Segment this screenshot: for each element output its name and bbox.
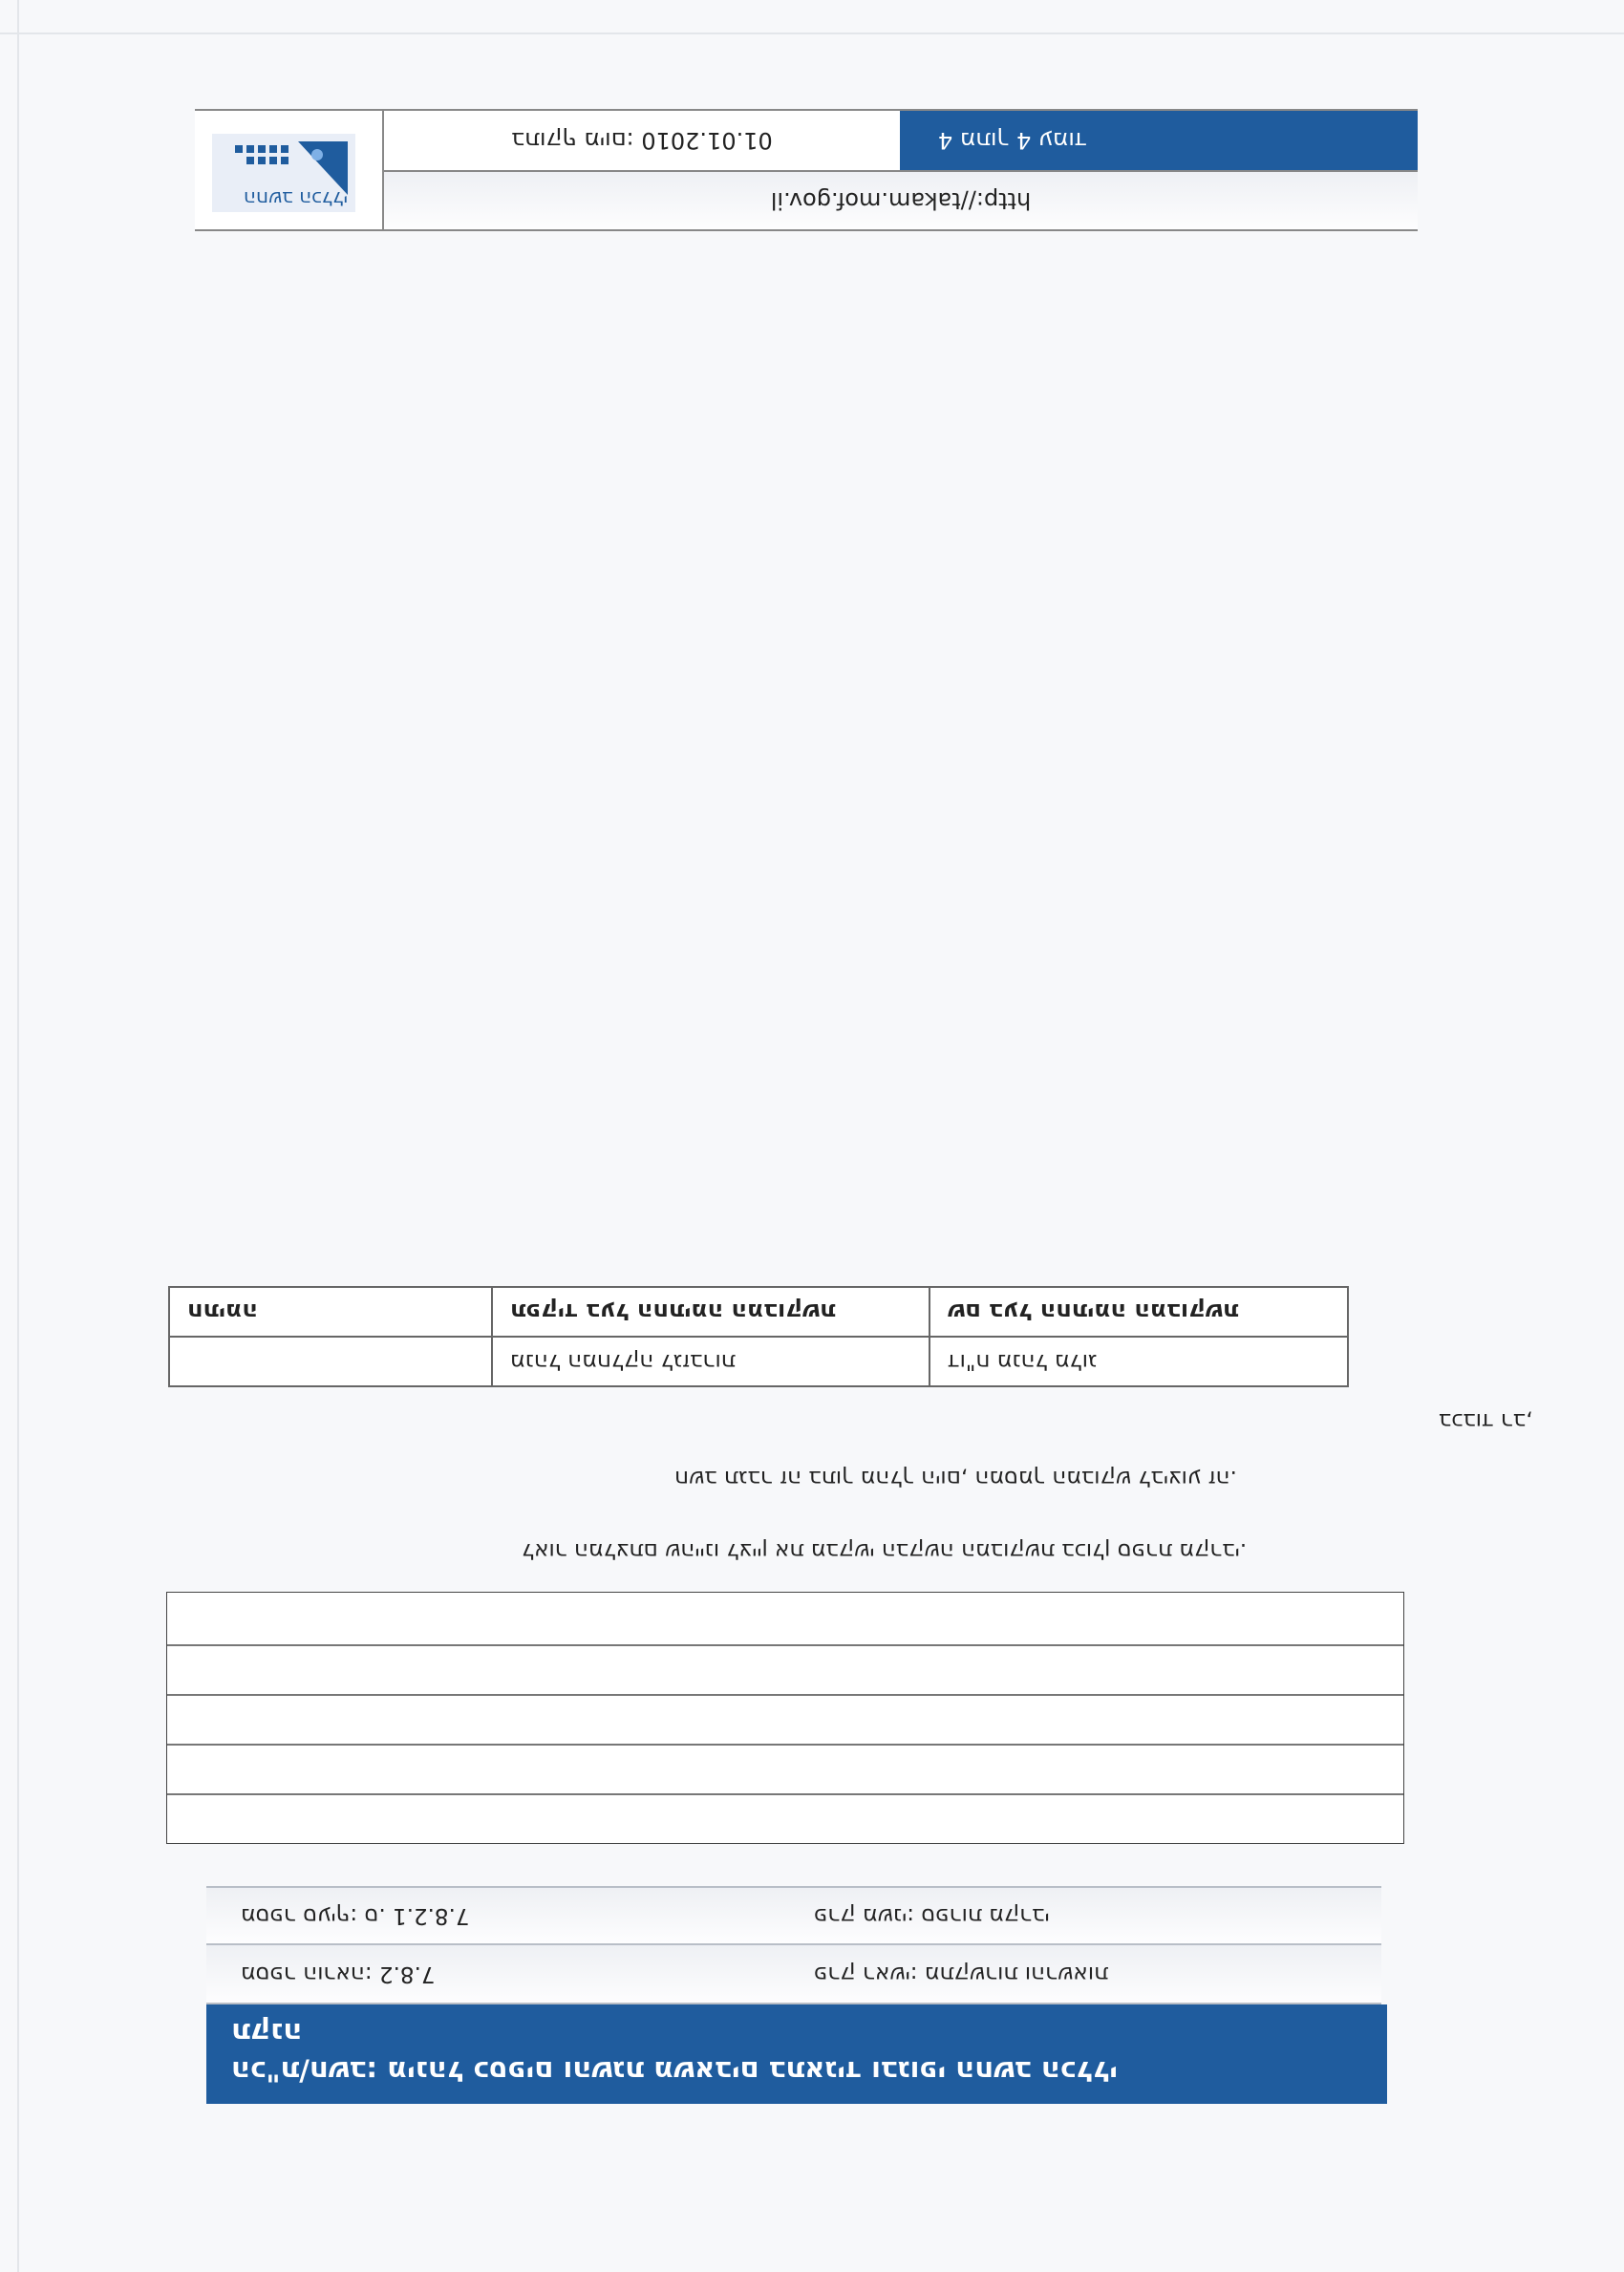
name-column-header: שם בעל החתימה המבוקשת — [930, 1287, 1348, 1337]
document-subtitle: תקנה — [231, 2017, 303, 2049]
meta-instruction-number: מספר הוראה: 7.8.2 — [241, 1961, 436, 1986]
blank-line[interactable] — [167, 1793, 1403, 1843]
instruction-paragraph: חשב תגבר זה בתוך מהלך היום, המסמך המבוקש לביצוע זה. — [674, 1466, 1237, 1490]
blank-line[interactable] — [167, 1644, 1403, 1694]
signature-cell[interactable] — [169, 1337, 492, 1386]
footer-url[interactable]: http://takam.mof.gov.il — [384, 170, 1418, 229]
blank-line[interactable] — [167, 1744, 1403, 1793]
footer-logo-cell — [195, 111, 384, 229]
signature-column-header: חתימה — [169, 1287, 492, 1337]
signature-table-header — [169, 1287, 1348, 1337]
role-column-header: תפקיד בעל החתימה המבוקשת — [492, 1287, 930, 1337]
blank-line[interactable] — [167, 1595, 1403, 1644]
meta-main-chapter: פרק ראשי: מתקשרות והרשאות — [814, 1961, 1109, 1986]
page-footer — [195, 109, 1418, 231]
meta-sub-chapter: פרק משני: ספרות מקרבי — [814, 1903, 1050, 1928]
meta-section-number: מספר סעיף: ס. 7.8.2.1 — [241, 1903, 470, 1928]
meta-row-secondary — [206, 1886, 1381, 1945]
scan-edge — [0, 32, 1624, 34]
signature-table — [168, 1286, 1349, 1387]
instruction-paragraph: לאור המלצתם שהיינו לציין את מבקשי הבקשה המבוקשת בכולן ספרת מקרבי. — [522, 1538, 1248, 1563]
closing-salutation: בכבוד רב, — [1439, 1408, 1533, 1433]
approver-role-cell: מנהל המחלקה לגזברות — [492, 1337, 930, 1386]
footer-effective-date: בתוקף מיום: 01.01.2010 — [384, 111, 900, 170]
document-title-bar — [206, 2004, 1387, 2104]
footer-page-number: 4 מתוך 4 עמוד — [900, 111, 1418, 170]
document-title: הכ"ת/חשב: מינהל כספים והשגת משאבים בתאגיד ובגופי החשב הכללי — [231, 2055, 1118, 2088]
blank-writing-area[interactable] — [166, 1592, 1404, 1844]
meta-row-primary — [206, 1945, 1381, 2004]
approver-name-cell: דו"ח מנהל מלוג — [930, 1337, 1348, 1386]
blank-line[interactable] — [167, 1694, 1403, 1744]
scan-edge — [17, 0, 19, 2272]
logo-wordmark: החשב הכללי — [243, 187, 348, 210]
signature-table-row — [169, 1337, 1348, 1386]
